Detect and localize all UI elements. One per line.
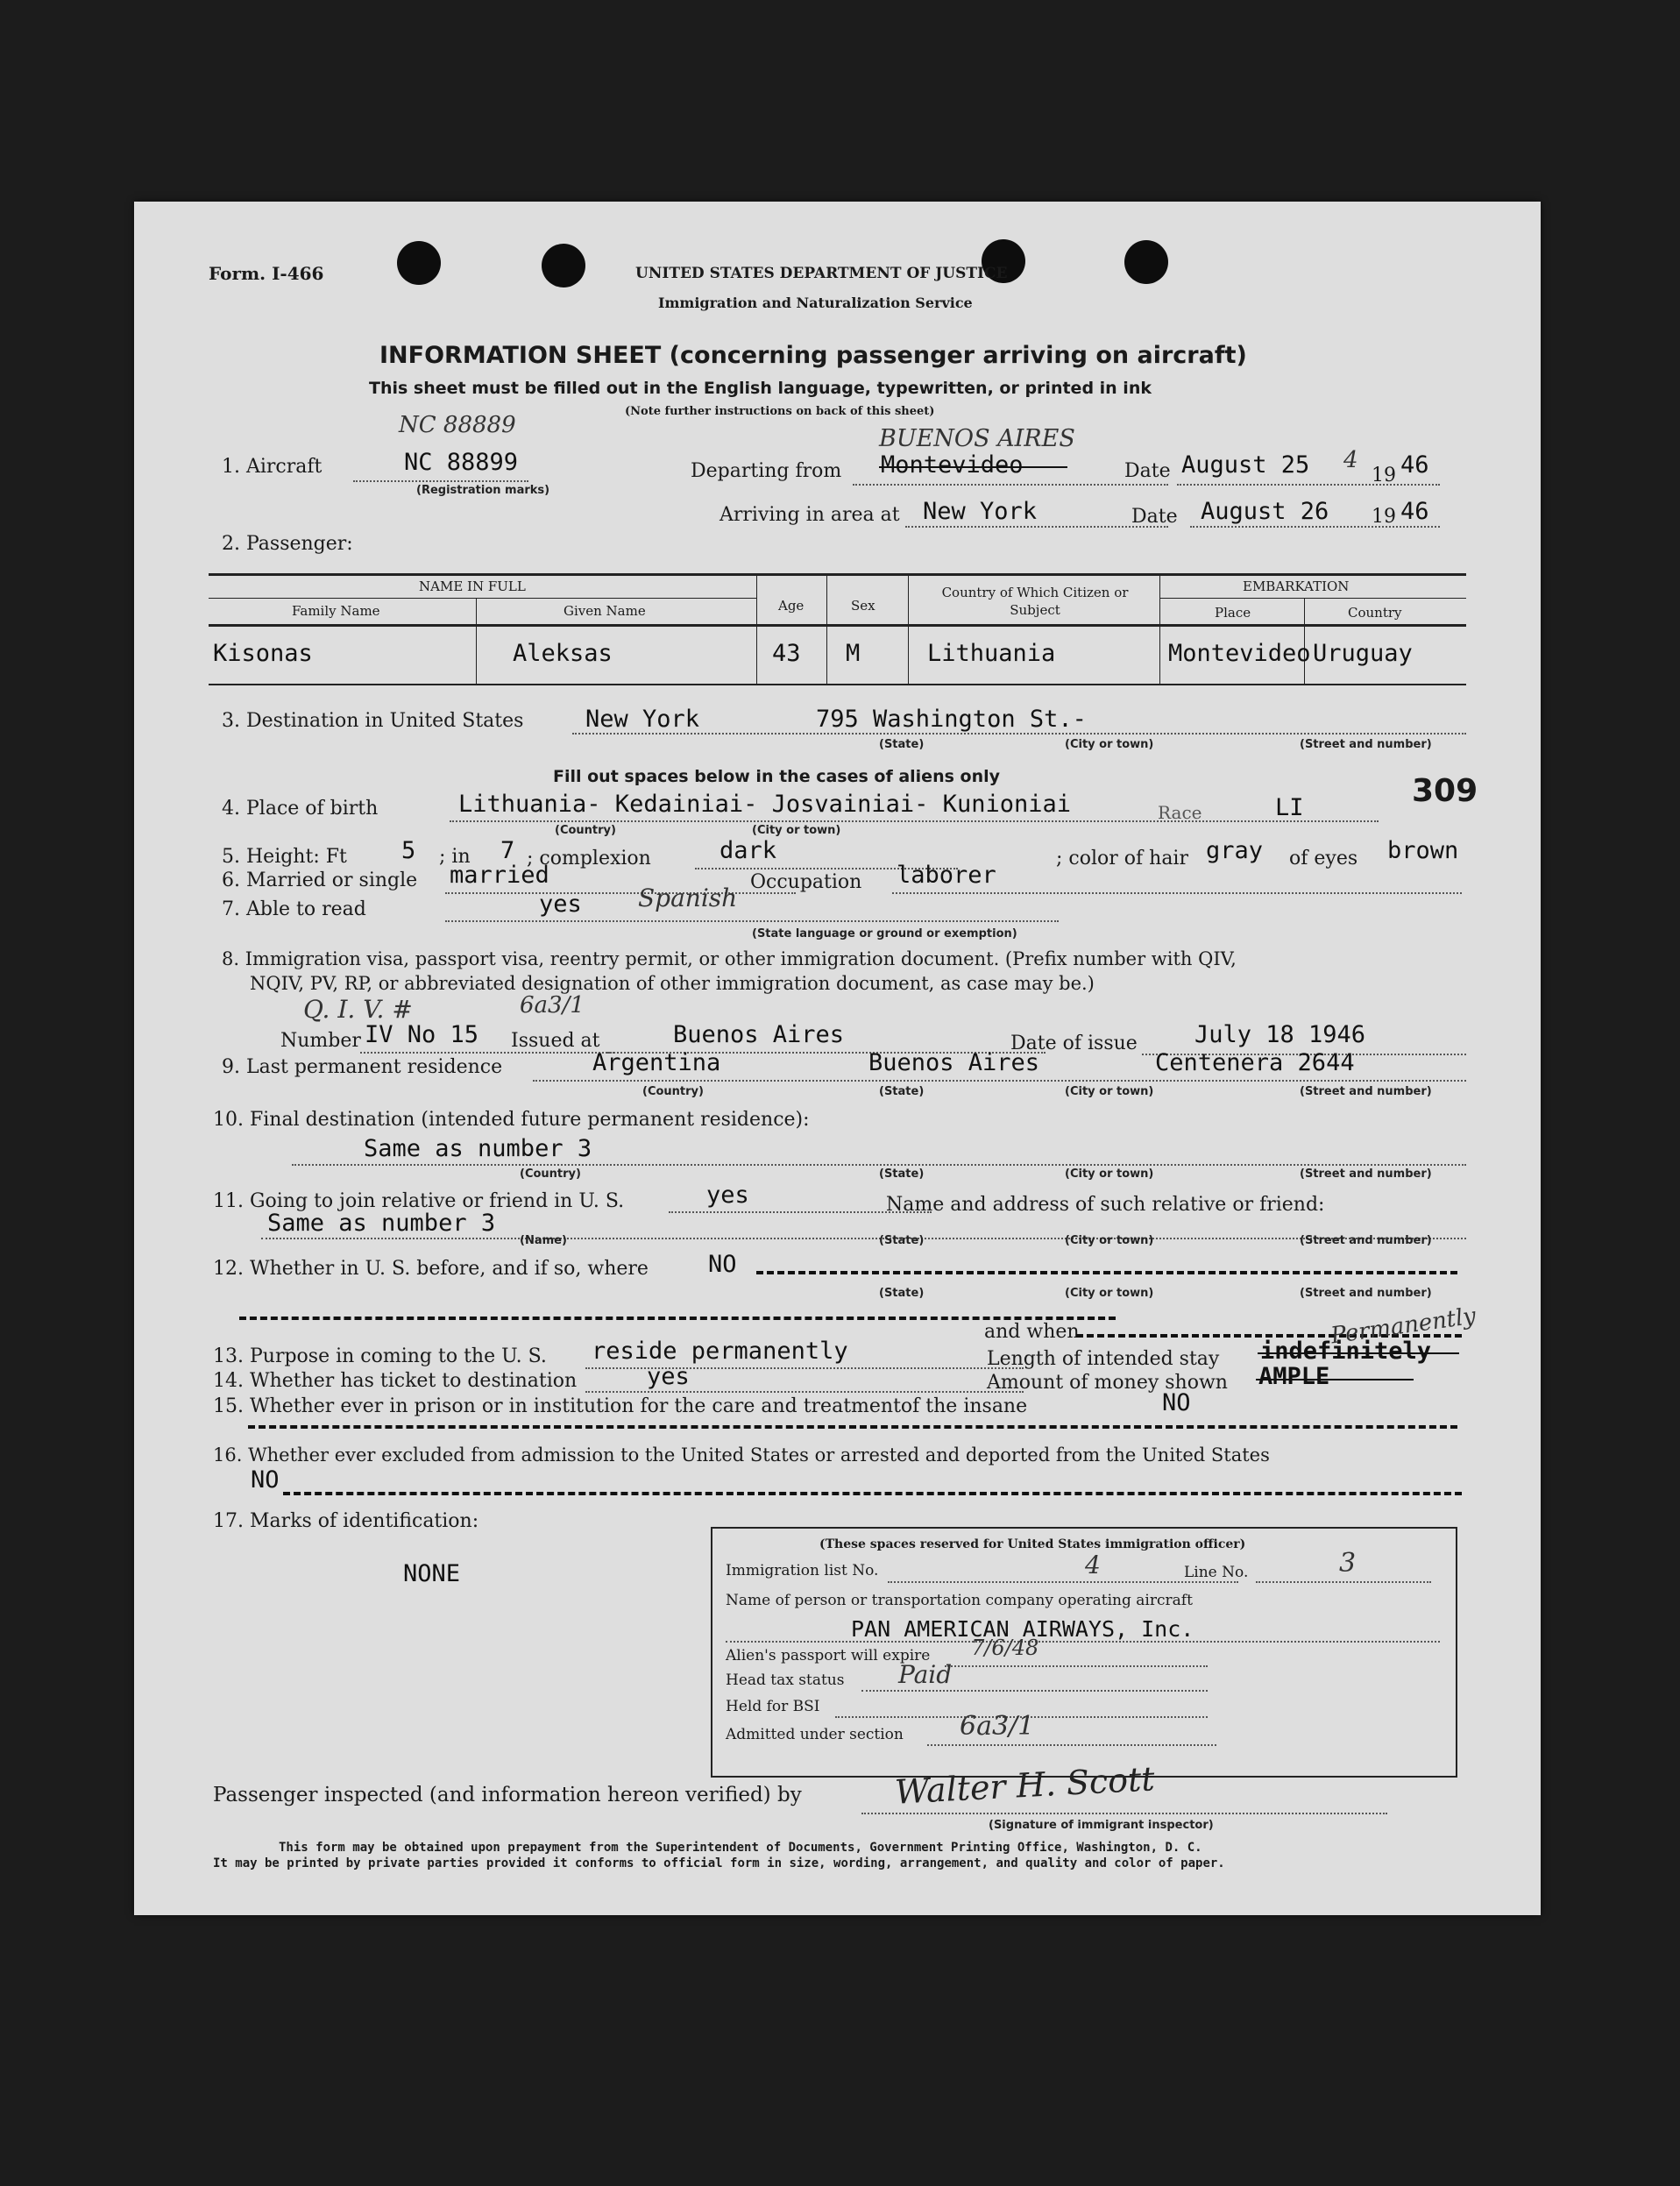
- relative-name-caption: (Name): [520, 1234, 567, 1247]
- back-note: (Note further instructions on back of this sheet): [625, 405, 935, 418]
- read-label: 7. Able to read: [222, 898, 366, 920]
- arrival-date-value: August 26: [1201, 498, 1329, 525]
- document-line-2: NQIV, PV, RP, or abbreviated designation of other immigration document, as case may be.): [250, 973, 1095, 994]
- residence-country-caption: (Country): [642, 1085, 704, 1098]
- arrival-year-prefix: 19: [1372, 506, 1396, 528]
- birthplace-label: 4. Place of birth: [222, 798, 379, 820]
- residence-state: Buenos Aires: [868, 1049, 1040, 1076]
- officer-box: [711, 1527, 1457, 1778]
- final-destination-label: 10. Final destination (intended future permanent residence):: [213, 1109, 810, 1131]
- inspection-label: Passenger inspected (and information hereon verified) by: [213, 1784, 802, 1806]
- purpose-value: reside permanently: [592, 1338, 848, 1365]
- marital-value: married: [450, 862, 549, 889]
- given-name-cell: Aleksas: [513, 640, 613, 667]
- destination-street-caption: (Street and number): [1300, 738, 1432, 751]
- hair-value: gray: [1206, 837, 1264, 864]
- residence-state-caption: (State): [879, 1085, 925, 1098]
- aircraft-label: 1. Aircraft: [222, 456, 323, 478]
- embarkation-place-header: Place: [1215, 605, 1251, 621]
- service-name: Immigration and Naturalization Service: [658, 295, 973, 311]
- issued-at-label: Issued at: [511, 1030, 600, 1052]
- race-code: 309: [1412, 773, 1478, 809]
- height-inches: 7: [500, 837, 515, 864]
- punch-hole: [397, 241, 441, 285]
- inspector-signature: Walter H. Scott: [894, 1759, 1156, 1812]
- destination-label: 3. Destination in United States: [222, 710, 524, 732]
- head-tax-value: Paid: [898, 1660, 953, 1689]
- residence-city-caption: (City or town): [1065, 1085, 1154, 1098]
- immigration-list-value: 4: [1085, 1551, 1101, 1579]
- stay-length-value: indefinitely: [1260, 1338, 1432, 1365]
- marital-label: 6. Married or single: [222, 869, 418, 891]
- race-value: LI: [1275, 794, 1304, 821]
- relative-name-label: Name and address of such relative or friend:: [886, 1194, 1325, 1216]
- relative-name-value: Same as number 3: [267, 1210, 496, 1237]
- departure-year: 46: [1400, 451, 1429, 479]
- destination-street: 795 Washington St.-: [816, 706, 1087, 733]
- stay-handwritten: Permanently: [1329, 1302, 1478, 1350]
- document-number-label: Number: [280, 1030, 361, 1052]
- height-feet: 5: [401, 837, 416, 864]
- punch-hole: [1124, 240, 1168, 284]
- date-of-issue-value: July 18 1946: [1194, 1021, 1366, 1048]
- final-country-caption: (Country): [520, 1168, 581, 1181]
- join-relative-label: 11. Going to join relative or friend in U. S.: [213, 1190, 625, 1212]
- arrival-year: 46: [1400, 498, 1429, 525]
- issued-at-value: Buenos Aires: [673, 1021, 845, 1048]
- read-caption: (State language or ground or exemption): [752, 927, 1017, 940]
- document-number: IV No 15: [365, 1021, 479, 1048]
- given-name-header: Given Name: [564, 603, 646, 619]
- money-label: Amount of money shown: [987, 1372, 1228, 1394]
- and-when-label: and when: [984, 1321, 1080, 1343]
- height-inches-label: ; in: [439, 846, 471, 868]
- passport-expire-value: 7/6/48: [971, 1636, 1039, 1660]
- family-name-header: Family Name: [292, 603, 380, 619]
- date-of-issue-label: Date of issue: [1010, 1033, 1138, 1054]
- embarkation-country-cell: Uruguay: [1313, 640, 1413, 667]
- registration-caption: (Registration marks): [416, 484, 550, 497]
- form-title: [379, 342, 1247, 369]
- embarkation-header: EMBARKATION: [1243, 578, 1350, 594]
- punch-hole: [542, 244, 585, 287]
- aliens-only-note: Fill out spaces below in the cases of aliens only: [553, 767, 1000, 786]
- relative-state-caption: (State): [879, 1234, 925, 1247]
- marks-value: NONE: [403, 1560, 461, 1587]
- previous-visit-value: NO: [708, 1251, 737, 1278]
- officer-box-header: (These spaces reserved for United States immigration officer): [819, 1537, 1246, 1551]
- marks-label: 17. Marks of identification:: [213, 1510, 479, 1532]
- excluded-label: 16. Whether ever excluded from admission to the United States or arrested and deported from the United States: [213, 1444, 1270, 1466]
- excluded-value: NO: [251, 1466, 280, 1494]
- read-value: yes: [539, 891, 582, 918]
- admitted-section-label: Admitted under section: [726, 1726, 904, 1743]
- department-name: UNITED STATES DEPARTMENT OF JUSTICE: [635, 265, 1008, 282]
- ticket-value: yes: [647, 1363, 690, 1390]
- footer-line-1: This form may be obtained upon prepayment from the Superintendent of Documents, Government Printing Office, Washington, D. C.: [279, 1841, 1202, 1855]
- document-handwritten: Q. I. V. #: [303, 995, 413, 1024]
- stay-length-label: Length of intended stay: [987, 1348, 1220, 1370]
- age-cell: 43: [772, 640, 801, 667]
- height-label: 5. Height: Ft: [222, 846, 347, 868]
- document-handwritten-section: 6a3/1: [520, 992, 585, 1018]
- document-line-1: 8. Immigration visa, passport visa, reentry permit, or other immigration document. (Prefix number with QIV,: [222, 948, 1237, 969]
- title-sub: (concerning passenger arriving on aircraft): [669, 342, 1247, 369]
- previous-state-caption: (State): [879, 1287, 925, 1300]
- prison-value: NO: [1162, 1389, 1191, 1416]
- occupation-label: Occupation: [750, 871, 862, 893]
- line-number-value: 3: [1339, 1548, 1357, 1579]
- sex-header: Sex: [851, 598, 875, 614]
- previous-visit-label: 12. Whether in U. S. before, and if so, where: [213, 1258, 649, 1280]
- departing-label: Departing from: [691, 460, 842, 482]
- head-tax-label: Head tax status: [726, 1671, 845, 1689]
- money-value: AMPLE: [1258, 1363, 1330, 1390]
- occupation-value: laborer: [897, 862, 996, 889]
- embarkation-place-cell: Montevideo: [1168, 640, 1311, 667]
- name-in-full-header: NAME IN FULL: [419, 578, 526, 594]
- residence-country: Argentina: [592, 1049, 721, 1076]
- line-number-label: Line No.: [1184, 1564, 1249, 1581]
- race-label: Race: [1158, 802, 1202, 823]
- citizen-country-header: Country of Which Citizen or Subject: [941, 585, 1129, 618]
- form-number: Form. I-466: [209, 263, 324, 284]
- arriving-label: Arriving in area at: [719, 504, 900, 526]
- relative-street-caption: (Street and number): [1300, 1234, 1432, 1247]
- embarkation-country-header: Country: [1348, 605, 1402, 621]
- company-label: Name of person or transportation company operating aircraft: [726, 1592, 1193, 1609]
- aircraft-handwritten: NC 88889: [399, 412, 516, 438]
- sex-cell: M: [846, 640, 861, 667]
- birth-city-caption: (City or town): [752, 824, 841, 837]
- relative-city-caption: (City or town): [1065, 1234, 1154, 1247]
- eyes-value: brown: [1387, 837, 1459, 864]
- birthplace-value: Lithuania- Kedainiai- Josvainiai- Kunioniai: [458, 791, 1071, 818]
- passenger-label: 2. Passenger:: [222, 533, 353, 555]
- departure-day-correction: 4: [1343, 447, 1358, 473]
- signature-caption: (Signature of immigrant inspector): [989, 1819, 1214, 1832]
- company-value: PAN AMERICAN AIRWAYS, Inc.: [851, 1616, 1194, 1642]
- read-language-handwritten: Spanish: [638, 884, 738, 912]
- residence-street: Centenera 2644: [1155, 1049, 1355, 1076]
- destination-city-caption: (City or town): [1065, 738, 1154, 751]
- final-city-caption: (City or town): [1065, 1168, 1154, 1181]
- departure-date-label: Date: [1124, 460, 1171, 482]
- departing-handwritten: BUENOS AIRES: [879, 425, 1075, 452]
- form-sheet: [134, 202, 1541, 1915]
- citizen-country-cell: Lithuania: [927, 640, 1056, 667]
- departing-value: Montevideo: [881, 451, 1024, 479]
- final-state-caption: (State): [879, 1168, 925, 1181]
- destination-city: New York: [585, 706, 700, 733]
- aircraft-value: NC 88899: [404, 449, 519, 476]
- prison-label: 15. Whether ever in prison or in institution for the care and treatmentof the insane: [213, 1395, 1028, 1417]
- hair-label: ; color of hair: [1056, 848, 1188, 869]
- ticket-label: 14. Whether has ticket to destination: [213, 1370, 578, 1392]
- final-street-caption: (Street and number): [1300, 1168, 1432, 1181]
- departure-year-prefix: 19: [1372, 465, 1396, 486]
- residence-street-caption: (Street and number): [1300, 1085, 1432, 1098]
- birth-country-caption: (Country): [555, 824, 616, 837]
- arriving-value: New York: [923, 498, 1038, 525]
- complexion-value: dark: [719, 837, 777, 864]
- eyes-label: of eyes: [1289, 848, 1358, 869]
- complexion-label: ; complexion: [527, 848, 651, 869]
- join-relative-value: yes: [706, 1182, 749, 1209]
- bsi-label: Held for BSI: [726, 1698, 820, 1715]
- previous-street-caption: (Street and number): [1300, 1287, 1432, 1300]
- family-name-cell: Kisonas: [213, 640, 313, 667]
- passport-expire-label: Alien's passport will expire: [726, 1647, 931, 1664]
- fill-instruction: This sheet must be filled out in the English language, typewritten, or printed in ink: [369, 379, 1152, 398]
- final-destination-value: Same as number 3: [364, 1135, 592, 1162]
- arrival-date-label: Date: [1131, 506, 1178, 528]
- title-main: INFORMATION SHEET: [379, 342, 662, 369]
- destination-state-caption: (State): [879, 738, 925, 751]
- immigration-list-label: Immigration list No.: [726, 1562, 879, 1579]
- admitted-section-value: 6a3/1: [960, 1711, 1035, 1742]
- purpose-label: 13. Purpose in coming to the U. S.: [213, 1345, 547, 1367]
- footer-line-2: It may be printed by private parties provided it conforms to official form in size, wording, arrangement, and quality and color of paper.: [213, 1856, 1225, 1870]
- departure-date-value: August 25: [1181, 451, 1310, 479]
- previous-city-caption: (City or town): [1065, 1287, 1154, 1300]
- age-header: Age: [778, 598, 805, 614]
- residence-label: 9. Last permanent residence: [222, 1056, 503, 1078]
